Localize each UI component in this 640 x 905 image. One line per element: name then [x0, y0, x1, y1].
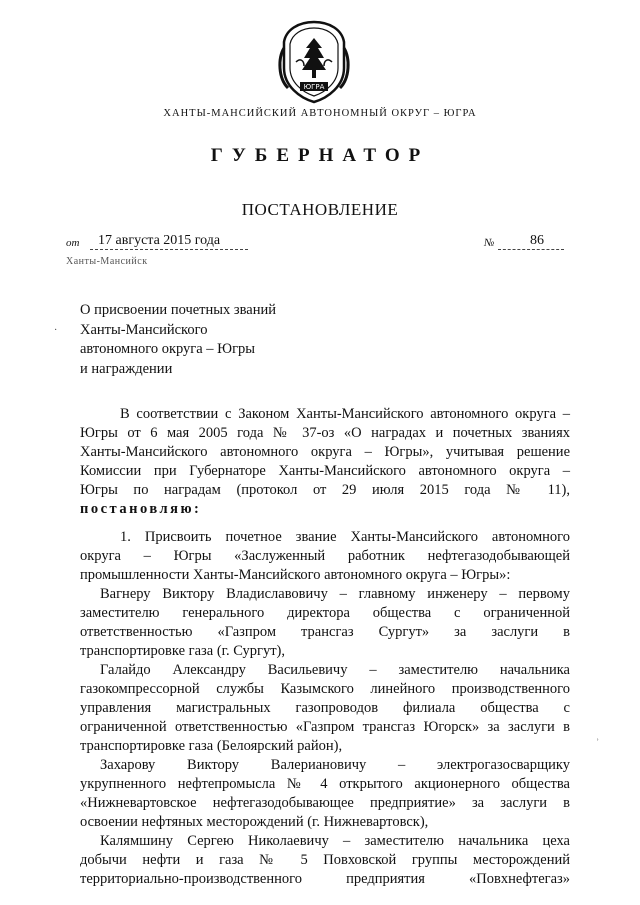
subject-line: автономного округа – Югры: [80, 341, 256, 357]
item-line: промышленности Ханты-Мансийского автономного округа – Югры»:: [80, 567, 511, 583]
subject-line: Ханты-Мансийского: [80, 321, 208, 338]
preamble-line: Комиссии при Губернаторе Ханты-Мансийского автономного округа –: [80, 463, 570, 479]
document-subject: [80, 301, 340, 379]
item-line: Захарову Виктору Валериановичу – электрогазосварщику: [100, 757, 570, 773]
resolve-word: постановляю:: [80, 501, 202, 517]
item-line: Калямшину Сергею Николаевичу – заместителю начальника цеха: [100, 833, 570, 849]
preamble-line: Югры от 6 мая 2005 года № 37-оз «О наградах и почетных званиях: [80, 425, 570, 441]
item-line: добычи нефти и газа № 5 Повховской группы месторождений: [80, 852, 570, 868]
item-line: ограниченной ответственностью «Газпром трансгаз Югорск» за заслуги в: [80, 719, 570, 735]
preamble-line: Югры по наградам (протокол от 29 июля 2015 года № 11),: [80, 482, 570, 498]
document-type: ПОСТАНОВЛЕНИЕ: [241, 200, 399, 219]
item-line: Галайдо Александру Васильевичу – заместителю начальника: [100, 662, 570, 678]
margin-tick: ʾ: [596, 738, 600, 749]
decree-items: [80, 528, 570, 889]
preamble: [80, 405, 570, 519]
item-line: территориально-производственного предприятия «Повхнефтегаз»: [80, 871, 570, 887]
item-line: ответственностью «Газпром трансгаз Сургут» за заслуги в: [80, 624, 570, 640]
item-line: Вагнеру Виктору Владиславовичу – главному инженеру – первому: [100, 586, 570, 602]
item-line: управления магистральных газопроводов филиала общества с: [80, 700, 570, 716]
region-name: ХАНТЫ-МАНСИЙСКИЙ АВТОНОМНЫЙ ОКРУГ – ЮГРА: [163, 108, 477, 119]
page-title: ГУБЕРНАТОР: [210, 145, 430, 166]
document-city: Ханты-Мансийск: [66, 256, 148, 267]
from-label: от: [66, 237, 80, 249]
document-number: 86: [498, 232, 564, 250]
subject-line: О присвоении почетных званий: [80, 302, 276, 318]
item-line: 1. Присвоить почетное звание Ханты-Мансийского автономного: [120, 529, 570, 545]
subject-line: и награждении: [80, 360, 173, 377]
item-line: транспортировке газа (Белоярский район),: [80, 738, 343, 754]
item-line: округа – Югры «Заслуженный работник нефтегазодобывающей: [80, 548, 570, 564]
item-line: укрупненного нефтепромысла № 4 открытого акционерного общества: [80, 776, 570, 792]
item-line: газокомпрессорной службы Казымского линейного производственного: [80, 681, 570, 697]
item-line: транспортировке газа (г. Сургут),: [80, 643, 286, 659]
item-line: «Нижневартовское нефтегазодобывающее предприятие» за заслуги в: [80, 795, 570, 811]
preamble-line: В соответствии с Законом Ханты-Мансийского автономного округа –: [120, 406, 570, 422]
item-line: заместителю генерального директора общества с ограниченной: [80, 605, 570, 621]
number-label: №: [484, 237, 495, 249]
coat-of-arms-icon: [276, 18, 352, 104]
preamble-line: Ханты-Мансийского автономного округа – Югры», учитывая решение: [80, 444, 570, 460]
document-date: 17 августа 2015 года: [90, 232, 248, 250]
margin-dot: ·: [54, 325, 58, 336]
item-line: освоении нефтяных месторождений (г. Нижневартовск),: [80, 814, 429, 830]
emblem-text: ЮГРА: [303, 83, 325, 91]
